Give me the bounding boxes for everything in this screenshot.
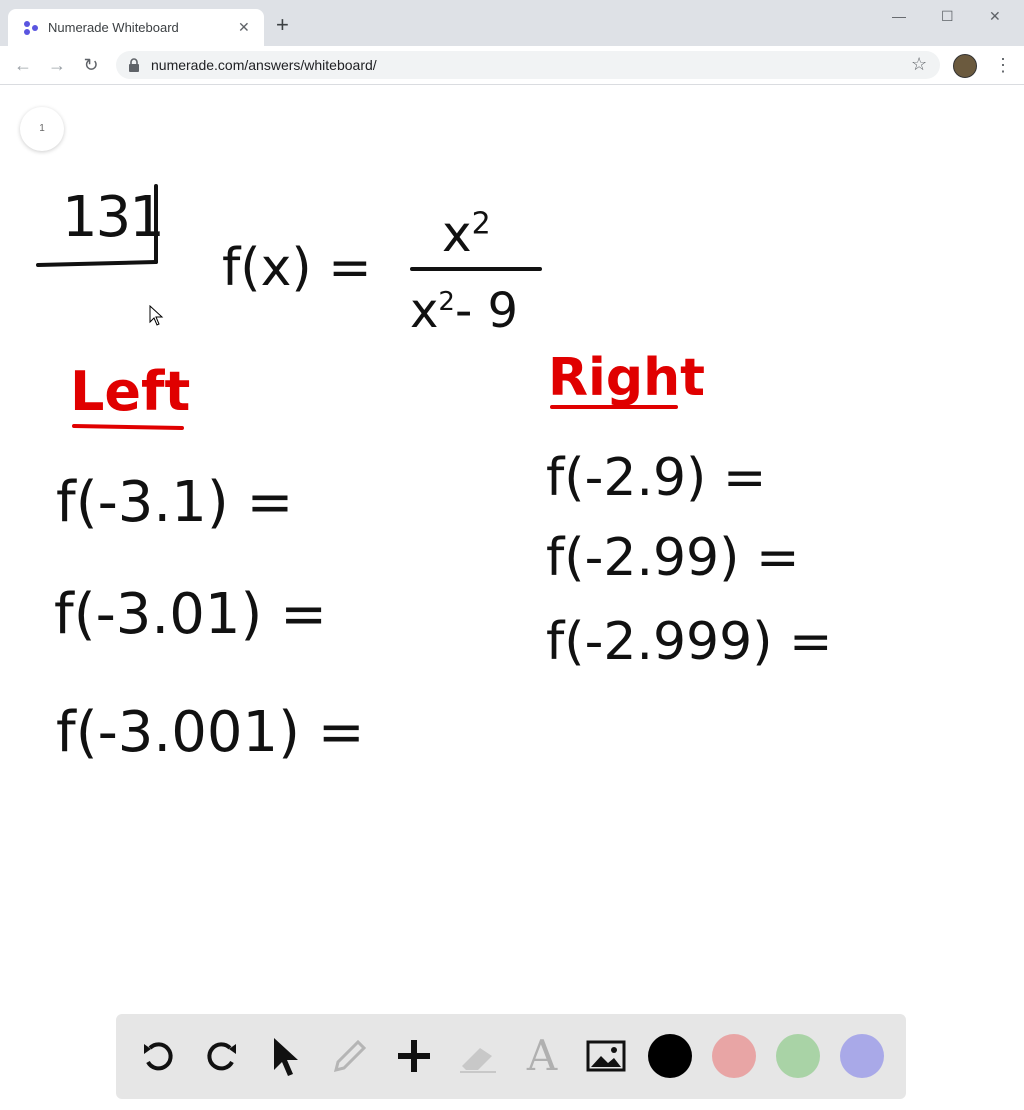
browser-tab[interactable] bbox=[8, 9, 264, 46]
tab-close-icon[interactable]: ✕ bbox=[238, 19, 250, 35]
bookmark-star-icon[interactable]: ☆ bbox=[911, 54, 928, 74]
undo-icon[interactable] bbox=[136, 1034, 180, 1078]
left-eval-2: f(-3.01) = bbox=[54, 582, 328, 647]
add-icon[interactable] bbox=[392, 1034, 436, 1078]
left-eval-1: f(-3.1) = bbox=[56, 470, 294, 535]
reload-icon[interactable]: ↻ bbox=[83, 55, 99, 75]
lock-icon bbox=[128, 58, 140, 72]
numerade-logo-icon bbox=[22, 19, 40, 37]
right-eval-3: f(-2.999) = bbox=[546, 612, 833, 672]
color-pink[interactable] bbox=[712, 1034, 756, 1078]
window-close-icon[interactable]: ✕ bbox=[989, 8, 1001, 24]
whiteboard-toolbar bbox=[116, 1014, 906, 1099]
right-underline bbox=[548, 400, 683, 414]
text-icon[interactable]: A bbox=[526, 1031, 558, 1080]
tab-title: Numerade Whiteboard bbox=[48, 20, 179, 35]
numerator-exponent: 2 bbox=[471, 206, 491, 242]
color-green[interactable] bbox=[776, 1034, 820, 1078]
denominator bbox=[410, 283, 518, 339]
left-heading: Left bbox=[70, 360, 191, 423]
right-heading: Right bbox=[548, 348, 705, 408]
denominator-rest: - 9 bbox=[454, 283, 519, 339]
left-eval-3: f(-3.001) = bbox=[56, 700, 365, 765]
color-black[interactable] bbox=[648, 1034, 692, 1078]
numerator bbox=[442, 205, 491, 263]
back-icon[interactable]: ← bbox=[14, 55, 32, 75]
minimize-icon[interactable]: — bbox=[892, 8, 906, 24]
problem-number-box bbox=[36, 182, 166, 272]
right-eval-2: f(-2.99) = bbox=[546, 528, 800, 588]
pointer-icon[interactable] bbox=[264, 1034, 308, 1078]
tab-bar bbox=[0, 0, 1024, 46]
maximize-icon[interactable]: ☐ bbox=[941, 8, 954, 24]
right-eval-1: f(-2.9) = bbox=[546, 448, 767, 508]
color-purple[interactable] bbox=[840, 1034, 884, 1078]
profile-avatar[interactable] bbox=[953, 54, 977, 78]
fraction-bar bbox=[410, 264, 545, 274]
eraser-icon[interactable] bbox=[456, 1034, 500, 1078]
numerator-base: x bbox=[442, 205, 472, 263]
left-underline bbox=[70, 418, 190, 432]
new-tab-icon[interactable]: + bbox=[276, 12, 289, 37]
pencil-icon[interactable] bbox=[328, 1034, 372, 1078]
problem-number: 131 bbox=[62, 185, 163, 250]
more-menu-icon[interactable]: ⋮ bbox=[994, 55, 1012, 75]
image-icon[interactable] bbox=[584, 1034, 628, 1078]
mouse-cursor-icon bbox=[149, 305, 165, 327]
function-lhs: f(x) = bbox=[222, 238, 372, 298]
denominator-base: x bbox=[410, 283, 439, 339]
denominator-exponent: 2 bbox=[438, 287, 455, 317]
page-number-badge[interactable]: 1 bbox=[20, 107, 64, 151]
redo-icon[interactable] bbox=[200, 1034, 244, 1078]
forward-icon[interactable]: → bbox=[48, 55, 66, 75]
url-text[interactable]: numerade.com/answers/whiteboard/ bbox=[151, 57, 377, 73]
